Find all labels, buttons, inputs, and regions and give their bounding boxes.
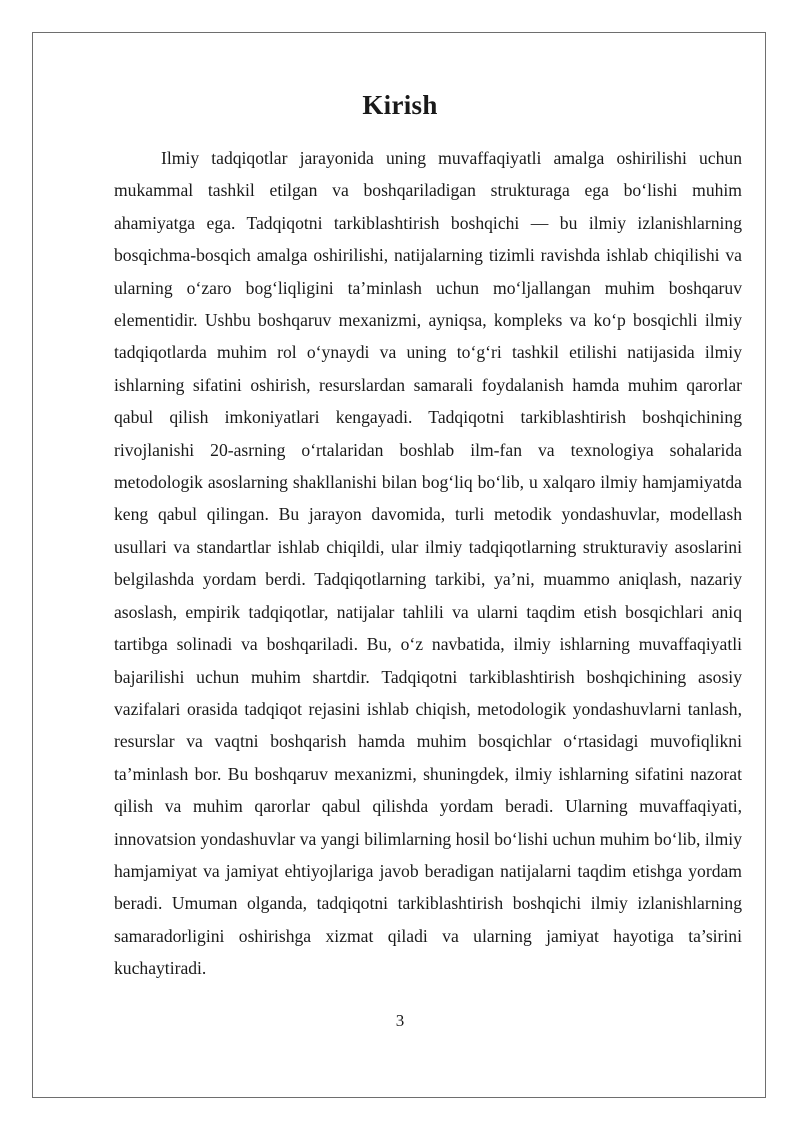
page-title: Kirish (362, 90, 438, 121)
body-paragraph: Ilmiy tadqiqotlar jarayonida uning muvaffaqiyatli amalga oshirilishi uchun mukammal tashkil etilgan va boshqariladigan strukturaga ega bo‘lishi muhim ahamiyatga ega. Tadqiqotni tarkiblashtirish boshqichi — bu ilmiy izlanishlarning bosqichma-bosqich amalga oshirilishi, natijalarning tizimli ravishda ishlab chiqilishi va ularning o‘zaro bog‘liqligini ta’minlash uchun mo‘ljallangan muhim boshqaruv elementidir. Ushbu boshqaruv mexanizmi, ayniqsa, kompleks va ko‘p bosqichli ilmiy tadqiqotlarda muhim rol o‘ynaydi va uning to‘g‘ri tashkil etilishi natijasida ilmiy ishlarning sifatini oshirish, resurslardan samarali foydalanish hamda muhim qarorlar qabul qilish imkoniyatlari kengayadi. Tadqiqotni tarkiblashtirish boshqichining rivojlanishi 20-asrning o‘rtalaridan boshlab ilm-fan va texnologiya sohalarida metodologik asoslarning shakllanishi bilan bog‘liq bo‘lib, u xalqaro ilmiy hamjamiyatda keng qabul qilingan. Bu jarayon davomida, turli metodik yondashuvlar, modellash usullari va standartlar ishlab chiqildi, ular ilmiy tadqiqotlarning strukturaviy asoslarini belgilashda yordam berdi. Tadqiqotlarning tarkibi, ya’ni, muammo aniqlash, nazariy asoslash, empirik tadqiqotlar, natijalar tahlili va ularni taqdim etish bosqichlari aniq tartibga solinadi va boshqariladi. Bu, o‘z navbatida, ilmiy ishlarning muvaffaqiyatli bajarilishi uchun muhim shartdir. Tadqiqotni tarkiblashtirish boshqichining asosiy vazifalari orasida tadqiqot rejasini ishlab chiqish, metodologik yondashuvlarni tanlash, resurslar va vaqtni boshqarish hamda muhim bosqichlar o‘rtasidagi muvofiqlikni ta’minlash bor. Bu boshqaruv mexanizmi, shuningdek, ilmiy ishlarning sifatini nazorat qilish va muhim qarorlar qabul qilishda yordam beradi. Ularning muvaffaqiyati, innovatsion yondashuvlar va yangi bilimlarning hosil bo‘lishi uchun muhim bo‘lib, ilmiy hamjamiyat va jamiyat ehtiyojlariga javob beradigan natijalarni taqdim etishga yordam beradi. Umuman olganda, tadqiqotni tarkiblashtirish boshqichi ilmiy izlanishlarning samaradorligini oshirishga xizmat qiladi va ularning jamiyat hayotiga ta’sirini kuchaytiradi. (114, 148, 742, 979)
page-number: 3 (395, 1011, 405, 1030)
